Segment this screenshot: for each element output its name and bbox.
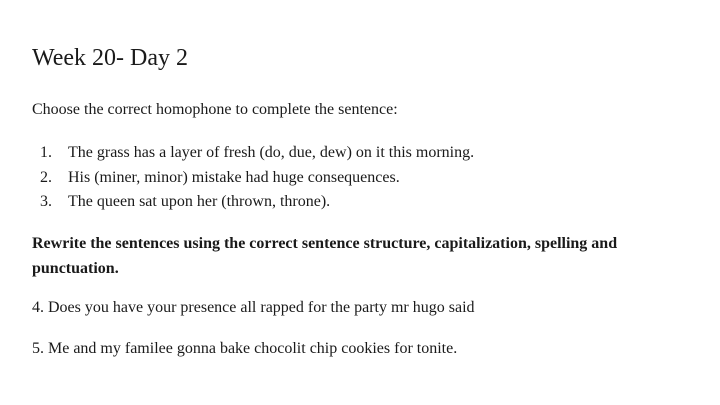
question-number: 1.	[40, 144, 52, 161]
page-title: Week 20- Day 2	[32, 45, 189, 71]
question-text: The queen sat upon her (thrown, throne).	[68, 193, 331, 210]
question-item-3	[40, 190, 474, 215]
sentence-4: 4. Does you have your presence all rapped for the party mr hugo said	[32, 299, 475, 316]
question-text: The grass has a layer of fresh (do, due, dew) on it this morning.	[68, 144, 475, 161]
homophone-instruction: Choose the correct homophone to complete the sentence:	[32, 101, 398, 118]
question-number: 2.	[40, 168, 52, 186]
question-item-1	[40, 141, 474, 166]
sentence-5: 5. Me and my familee gonna bake chocolit chip cookies for tonite.	[32, 340, 458, 357]
question-number: 3.	[40, 193, 52, 210]
question-item-2	[40, 166, 474, 191]
question-text: His (miner, minor) mistake had huge consequences.	[68, 168, 400, 186]
rewrite-instruction: Rewrite the sentences using the correct sentence structure, capitalization, spelling and punctuation.	[32, 235, 618, 277]
homophone-question-list	[40, 141, 474, 215]
